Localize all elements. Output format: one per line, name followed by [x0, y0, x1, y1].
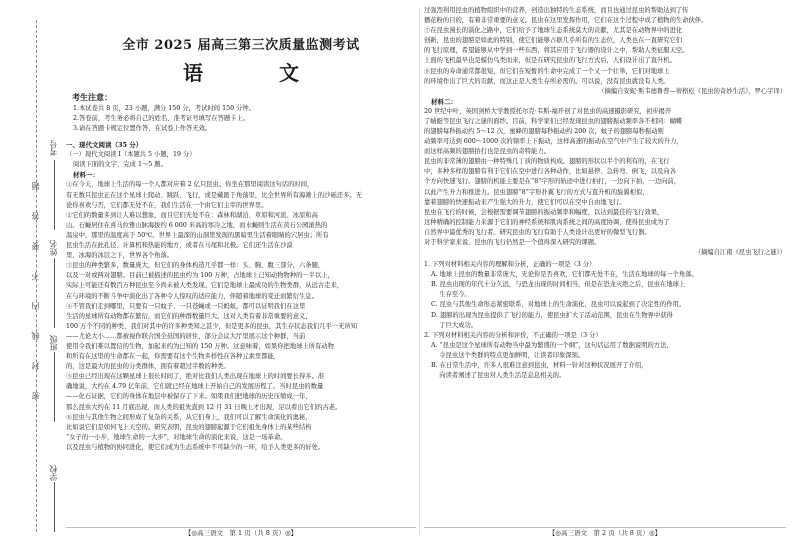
- question-2-options: [424, 341, 786, 381]
- exam-title: 全市 2025 届高三第三次质量监测考试: [122, 38, 360, 53]
- name-underline: [54, 258, 55, 328]
- class-underline: [54, 352, 55, 422]
- material-heading: 材料二：: [431, 97, 457, 106]
- passage-line: 的飞行原理，希望能够从中学到一些东西，将其应用于飞行器的设计之中，帮助人类征服天空。: [424, 47, 689, 55]
- passage-line: 这种精确的控制能力来源于它们的神经系统和肌肉系统之间的高度协调，使得昆虫成为了: [424, 218, 670, 226]
- passage-line: 以此产生升力和推进力。昆虫翅膀“8”字形扑翼飞行的方式与直升机的旋翼相似，: [424, 188, 649, 196]
- seal-char: 要: [31, 242, 40, 250]
- seal-char: 密: [31, 392, 40, 400]
- passage-line: 和所有在这里的生命都在一起，你需要有这个生物多样性在各种元素里都能，: [66, 353, 281, 361]
- passage-line: 昆虫在飞行的时候，会根据需要调节翅膀的振动频率和幅度，以达到最佳的飞行效果，: [424, 208, 664, 216]
- material-heading: 材料一：: [73, 171, 99, 180]
- answer-option: A. 地球上昆虫的数量非常庞大，无论你是否喜欢，它们都无处不在，生活在地球的每一个角落。: [431, 271, 698, 279]
- passage-line: ②它们的数量多到让人难以想象，而且它们无处不在：森林和湖泊、草原和河流、冰原和高: [66, 211, 318, 219]
- passage-line: 创新，昆虫的翅膀是如此的特别，使它们能够占据几乎所有的生态位，人类也在一直研究它们: [424, 37, 683, 45]
- passage-line: ⑤昆虫已经出现在这颗星球上很长时间了，绝对比我们人类出现在地球上的时间要长得多。准: [66, 373, 325, 381]
- seal-char: 封: [31, 362, 40, 370]
- notice-item: 3.请在答题卡规定位置作答，在试卷上作答无效。: [73, 125, 212, 133]
- passage-line: 比如说它们是如何飞上天空的。研究表明，昆虫的翅膀起源于它们祖先身体上的某些结构: [66, 423, 312, 431]
- passage-line: 以及一对或两对翅膀。目前已被描述的昆虫约为 100 万种，占地球上已知动物物种的一半以上，: [66, 272, 334, 280]
- page-2: [424, 0, 786, 538]
- passage-line: ⑦在昆虫漫长的演化之路中，它们给予了地球生态系统莫大的贡献，尤其是在动物界中的进化: [424, 27, 683, 35]
- passage-continued: [424, 6, 786, 87]
- passage-line: 以及昆虫与植物的协同进化，使它们成为生态系统中不可缺少的一环，给予人类更多的好处。: [66, 443, 325, 451]
- passage-line: 对于科学家来说，昆虫的飞行仍然是一个值得深入研究的课题。: [424, 238, 601, 246]
- passage-line: 20 世纪中叶，英国剑桥大学教授托尔克·韦斯-福开创了对昆虫的高速摄影研究，初步揭开: [424, 107, 672, 115]
- instruction: 阅读下面的文字，完成 1～5 题。: [73, 161, 167, 169]
- notice-item: 1.本试卷共 8 页，23 小题，满分 150 分，考试时间 150 分钟。: [73, 105, 256, 112]
- passage-line: 昆虫的非常薄的翅膀由一种特殊几丁质的物质构成。翅膀的形状以半个的利有的，在飞行: [424, 158, 670, 166]
- passage-line: ③昆虫的种类繁多，数量庞大，但它们的身体构造几乎都一样：头、胸、腹三部分，六条腿，: [66, 262, 325, 270]
- passage-body: [66, 180, 416, 453]
- passage-line: 靠着翅膀的快速振动来产生强大的升力，使它们可以在空中自由地飞行。: [424, 198, 626, 206]
- answer-option: 令昆虫这个类群的特点更加鲜明，让读者印象深刻。: [431, 351, 585, 359]
- passage-line: ④不管我们走到哪里，只要有一只蚊子、一只苍蝇或一只蚂蚁，都可以证明我们在这里: [66, 302, 306, 310]
- seal-char: 题: [31, 182, 40, 190]
- seal-char: 答: [31, 212, 40, 220]
- question-1-options: [424, 270, 786, 331]
- passage-line: 确地说，大约在 4.79 亿年前，它们就已经在地球上开始自己的发展历程了。当时昆虫的数量: [66, 383, 324, 391]
- passage-line: 生活的星球所有动物都在繁衍，而它们的种群数量巨大，这对人类有着非常重要的意义，: [66, 312, 312, 320]
- answer-option: 生存至今。: [431, 291, 471, 299]
- exam-number-underline: [54, 160, 55, 230]
- material-two-body: [424, 107, 786, 248]
- answer-option: C. 昆虫与其他生命形态紧密联系，对地球上的生命演化，昆虫可以说起到了决定性的作用。: [431, 301, 686, 309]
- passage-line: 个方向快速飞行。翅膀的机能主要是在“8”字形的轨迹中进行拍打，一边向下拍，一边向前，: [424, 178, 681, 186]
- passage-line: 上面的飞机最早也是模仿鸟类而来，但是在研究昆虫的飞行方式后，人们设计出了直升机。: [424, 57, 676, 65]
- passage-line: ①在今天，地球上生活的每一个人都对应着 2 亿只昆虫。你坐在那里阅读这句话的时间，: [66, 181, 314, 189]
- notice-heading: 考生注意：: [72, 92, 112, 102]
- passage-line: 温泉中，那里的温度高于 50℃。世界上最深的山洞里发现的黑暗里生活着眼睛的穴居虫；所有: [66, 231, 329, 239]
- passage-line: 论你喜欢与否，它们都无处不在，我们生活在一个由它们主宰的世界里。: [66, 201, 268, 209]
- binding-label-school: 学校: [49, 465, 58, 481]
- subject-title: 语 文: [183, 61, 327, 85]
- passage-line: ⑥昆虫与其他生物之间形成了复杂的关系，从它们身上，我们可以了解生命演化的奥秘，: [66, 413, 312, 421]
- passage-line: “女子的一小步，地球生命的一大步”，对地球生命的演化来说，这是一场革命。: [66, 433, 287, 441]
- question-2: 2. 下列对材料相关内容的分析和评价，不正确的一项是（3 分）: [424, 331, 602, 339]
- passage-line: 的，这是最大的昆虫的分类群体，拥有着超过半数的种类。: [66, 363, 230, 371]
- passage-line: 自然界中最优秀的飞行者。研究昆虫的飞行有助于人类设计出更好的微型飞行器。: [424, 228, 651, 236]
- page-divider: [419, 8, 420, 534]
- passage-line: 实际上可能还有数百万种昆虫至今尚未被人类发现。它们是地球上最成功的生物类群，从远古走来，: [66, 282, 344, 290]
- passage-line: 的翅膀每秒振动约 5～12 次，蜜蜂的翅膀每秒振动约 200 次，蚊子的翅膀每秒振动则: [424, 127, 664, 135]
- passage-line: 了蜻蜓等昆虫飞行之谜的面纱。目前，科学家们已经发现昆虫的翅膀振动频率各不相同：蝴蝶: [424, 117, 683, 125]
- passage-line: 昆虫生活在此孔径、计算机和热能的地方，或者在马尾和北极。它们还生活在沙漠: [66, 242, 293, 250]
- passage-line: 动频率可达到 600～1000 次的频率上下振动，这样高速的振动在空气中产生了较大的升力，: [424, 138, 683, 146]
- seal-char: 线: [31, 332, 40, 340]
- passage-line: 100 万个不同的种类，我们对其中的许多种类知之甚少，但是更多的昆虫，其生存状态我们几乎一无所知: [66, 322, 358, 330]
- notice-item: 2.答卷前，考生务必将自己的姓名、准考证号填写在答题卡上。: [73, 115, 250, 123]
- passage-line: 而这样高频的翅膀拍打也是昆虫的奇特能力。: [424, 148, 550, 156]
- passage-line: 使用令我们难以置信的生物，加起来约为已知的 150 万种。这意味着，如果你把地球上所有动物: [66, 342, 334, 350]
- answer-option: D. 翅膀的出现为昆虫提供了飞行的能力，使昆虫扩大了活动范围，昆虫在生物界中获得: [431, 311, 673, 319]
- passage-line: ——尤论大小……都被视作联合国全员国的居住，部分会议大厅里展示这个种群，当前: [66, 332, 306, 340]
- passage-line: 那么昆虫大约在 11 月底出现，而人类的祖先直到 12 月 31 日晚上才出现，足以看出它们的古老。: [66, 403, 342, 411]
- passage-line: 有无数只昆虫正在这个星球上爬动、跳跃、飞行，或是藏匿于角落里，比全世界所有海滩上的沙砾还多。无: [66, 191, 362, 199]
- page-footer: 【◎高三语文 第 2 页（共 8 页）◎】: [424, 527, 786, 538]
- answer-option: A. “昆虫是这个星球所有动物当中最为繁盛的一个纲”，这句话运用了数据说明的方法，: [431, 341, 673, 349]
- page-1: [66, 0, 416, 538]
- answer-option: B. 在日常生活中，许多人很难注意到昆虫，材料一针对这种状况展开了介绍，: [431, 362, 648, 369]
- passage-line: 播花粉的目的，有着非常重要的意义。昆虫在这里发挥作用，它们在这个过程中成了植物的生命伙伴。: [424, 17, 708, 25]
- page-footer: 【◎高三语文 第 1 页（共 8 页）◎】: [66, 527, 416, 538]
- seal-char: 内: [31, 302, 40, 310]
- binding-margin: [0, 0, 64, 548]
- answer-option: 向读者阐述了昆虫对人类生活是息息相关的。: [431, 372, 566, 380]
- source-citation: （摘编自江南《昆虫飞行之谜》）: [694, 249, 786, 257]
- school-underline: [54, 482, 55, 532]
- answer-option: B. 昆虫出现的年代十分久远，与恐龙出现的时间相当，但是在恐龙灭绝之后，昆虫在地球上: [431, 281, 686, 289]
- question-1: 1. 下列对材料相关内容的理解和分析，正确的一项是（3 分）: [424, 261, 596, 269]
- section-heading: 一、现代文阅读（35 分）: [66, 141, 143, 150]
- seal-char: 不: [31, 272, 40, 280]
- binding-label-exam-number: 考号: [49, 140, 58, 156]
- source-citation: （摘编自安妮·斯韦德鲁普—蒂格松《昆虫的奇妙生活》，罗心宇译）: [598, 87, 786, 95]
- passage-line: 山。石蝇居住在喜马拉雅山脉海拔约 6 000 米高的寒冷之地，而水蝇则生活在黄石公园滚热的: [66, 221, 328, 229]
- passage-line: 里、冰海的冰层之下，世界各个角落。: [66, 252, 174, 260]
- passage-line: 在与环境的不断斗争中演化出了各种令人惊叹的适应能力，伴随着地球的变迁而繁衍生息。: [66, 292, 318, 300]
- answer-option: 了巨大成功。: [431, 321, 478, 329]
- passage-line: ⑧昆虫的寿命通常都很短，但它们在短暂的生命中完成了一个又一个壮举，它们对地球上: [424, 67, 670, 75]
- passage-line: ——化石证据，它们的身体在地层中被保存了下来。如果我们把地球的历史压缩成一年，: [66, 393, 312, 401]
- passage-line: 的环境作出了巨大的贡献，而这正是人类生存所必需的。可以说，没有昆虫就没有人类。: [424, 77, 670, 85]
- passage-line: 过强烈利用昆虫的植物组织中的营养，创造出独特的生态系统，而且也通过昆虫的帮助达到了传: [424, 7, 689, 14]
- binding-label-name: 姓名: [49, 240, 58, 256]
- subsection-heading: （一）现代文阅读 I（本题共 5 小题，19 分）: [66, 151, 196, 159]
- binding-label-class: 班级: [49, 335, 58, 351]
- passage-line: 中，多种多样的翅膀有利于它们在空中进行各种动作，比如悬停、急转弯、倒飞，以及向各: [424, 168, 676, 176]
